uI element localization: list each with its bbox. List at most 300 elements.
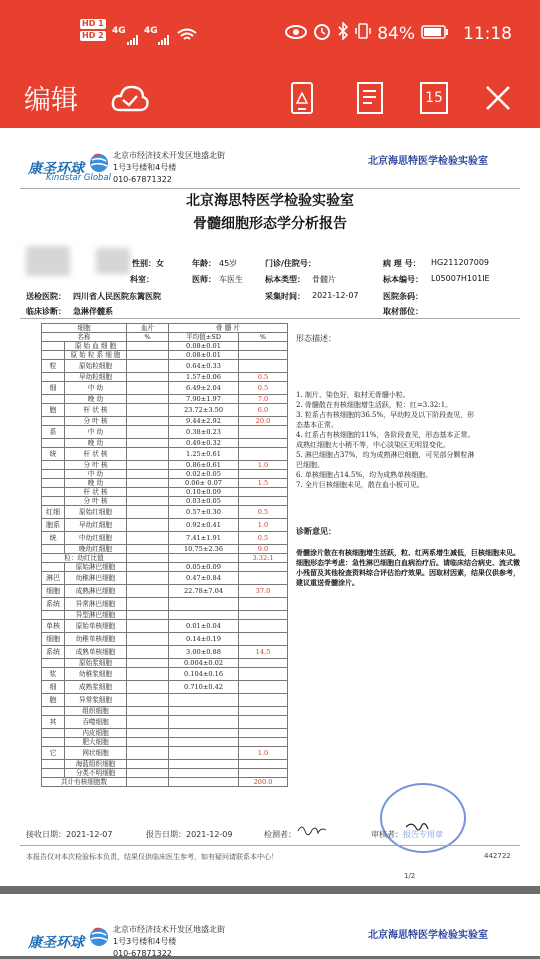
- table-cell: 分 叶 核: [65, 417, 127, 426]
- description-line: 巴细胞。: [296, 461, 324, 469]
- table-cell: 成熟淋巴细胞: [65, 585, 127, 598]
- table-cell: 0.08±0.01: [169, 351, 239, 360]
- table-cell: 肥大细胞: [65, 738, 127, 747]
- field-collect-date: 2021-12-07: [312, 291, 359, 300]
- table-row: [42, 554, 288, 563]
- blood-cell: [127, 404, 169, 417]
- report-date: 报告日期：2021-12-09: [146, 830, 233, 839]
- table-cell: 幼稚单核细胞: [65, 633, 127, 646]
- table-cell: 中幼红细胞: [65, 532, 127, 545]
- bluetooth-icon: [337, 22, 349, 45]
- table-cell: 胞系: [42, 519, 65, 532]
- table-cell: [42, 417, 65, 426]
- table-cell: [169, 778, 239, 787]
- blood-cell: [127, 716, 169, 729]
- header-blood: 血片: [127, 324, 169, 333]
- table-cell: [239, 707, 288, 716]
- description-line: 6. 单核细胞占14.5%，均为成熟单核细胞。: [296, 471, 433, 479]
- table-cell: [169, 611, 239, 620]
- table-cell: [239, 729, 288, 738]
- table-cell: 分类不明细胞: [65, 769, 127, 778]
- field-clinical-label: 临床诊断：: [26, 307, 66, 316]
- blood-cell: [127, 426, 169, 439]
- table-row: [42, 532, 288, 545]
- table-cell: 0.06± 0.07: [169, 479, 239, 488]
- blood-cell: [127, 506, 169, 519]
- table-cell: 原始单核细胞: [65, 620, 127, 633]
- field-sample-type: 骨髓片: [312, 275, 336, 284]
- header-pct: %: [127, 333, 169, 342]
- table-cell: 1.0: [239, 461, 288, 470]
- table-row: [42, 585, 288, 598]
- battery-icon: [421, 24, 449, 44]
- receive-date: 接收日期：2021-12-07: [26, 830, 113, 839]
- field-pathology-label: 病 理 号：: [383, 259, 421, 268]
- tester-signature: [296, 821, 328, 843]
- table-cell: [239, 448, 288, 461]
- description-line: 7. 全片巨核细胞未见，散在血小板可见。: [296, 481, 424, 489]
- table-cell: 6.0: [239, 404, 288, 417]
- table-cell: 0.104±0.16: [169, 668, 239, 681]
- table-cell: 0.02±0.05: [169, 470, 239, 479]
- table-cell: 0.10±0.09: [169, 488, 239, 497]
- table-cell: [239, 659, 288, 668]
- table-cell: 单核: [42, 620, 65, 633]
- redacted-id: [96, 248, 130, 274]
- table-cell: 0.5: [239, 382, 288, 395]
- table-cell: [42, 439, 65, 448]
- wifi-icon: [177, 27, 197, 47]
- table-cell: [42, 545, 65, 554]
- table-cell: 细胞: [42, 633, 65, 646]
- table-cell: 晚幼红细胞: [65, 545, 127, 554]
- table-row: [42, 563, 288, 572]
- top-toolbar: [0, 68, 540, 128]
- table-cell: [239, 426, 288, 439]
- table-row: [42, 545, 288, 554]
- report-subtitle: 骨髓细胞形态学分析报告: [193, 216, 347, 232]
- phone-screen-icon[interactable]: [282, 78, 322, 118]
- header-pct2: %: [239, 333, 288, 342]
- table-cell: 6.49±2.04: [169, 382, 239, 395]
- reviewer-label: 审核者：: [371, 830, 403, 839]
- table-cell: 异型淋巴细胞: [65, 611, 127, 620]
- table-row: [42, 373, 288, 382]
- blood-cell: [127, 633, 169, 646]
- table-cell: 22.78±7.04: [169, 585, 239, 598]
- table-cell: [239, 563, 288, 572]
- table-cell: 37.0: [239, 585, 288, 598]
- table-cell: 幼稚淋巴细胞: [65, 572, 127, 585]
- table-cell: 早幼粒细胞: [65, 373, 127, 382]
- table-cell: 异常浆细胞: [65, 694, 127, 707]
- table-row: [42, 778, 288, 787]
- table-cell: [42, 479, 65, 488]
- table-cell: [239, 572, 288, 585]
- table-row: [42, 633, 288, 646]
- clock-time: 11:18: [463, 23, 512, 44]
- table-cell: [169, 729, 239, 738]
- field-sample-no: L05007H101IE: [431, 274, 490, 283]
- table-cell: 0.47±0.84: [169, 572, 239, 585]
- header-mean: 平均值±SD: [169, 333, 239, 342]
- table-row: [42, 760, 288, 769]
- table-cell: [169, 760, 239, 769]
- table-cell: 杆 状 核: [65, 404, 127, 417]
- table-row: [42, 497, 288, 506]
- close-icon[interactable]: [478, 78, 518, 118]
- lab-name-header: 北京海思特医学检验实验室: [368, 930, 488, 941]
- table-cell: [169, 716, 239, 729]
- table-row: [42, 506, 288, 519]
- table-cell: [42, 611, 65, 620]
- footer-divider: [20, 845, 520, 846]
- battery-percent: 84%: [377, 23, 415, 44]
- blood-cell: [127, 598, 169, 611]
- table-row: [42, 738, 288, 747]
- blood-cell: [127, 659, 169, 668]
- table-cell: 杆 状 核: [65, 448, 127, 461]
- table-cell: 10.75±2.36: [169, 545, 239, 554]
- blood-cell: [127, 545, 169, 554]
- table-cell: 0.5: [239, 532, 288, 545]
- table-cell: 0.49±0.32: [169, 439, 239, 448]
- description-line: 2. 骨髓散在有核细胞增生活跃，粒：红=3.32:1。: [296, 401, 453, 409]
- page-count-badge: 15: [420, 82, 448, 114]
- blood-cell: [127, 395, 169, 404]
- table-cell: 网状细胞: [65, 747, 127, 760]
- table-cell: 晚 幼: [65, 439, 127, 448]
- table-cell: [42, 351, 65, 360]
- table-row: [42, 395, 288, 404]
- table-cell: 系统: [42, 646, 65, 659]
- table-cell: [239, 633, 288, 646]
- table-cell: 粒：幼红比值: [42, 554, 127, 563]
- description-line: 4. 红系占有核细胞的11%，各阶段查见，形态基本正常。: [296, 431, 475, 439]
- field-sample-no-label: 标本编号：: [383, 275, 423, 284]
- blood-cell: [127, 519, 169, 532]
- table-row: [42, 681, 288, 694]
- table-cell: 成熟浆细胞: [65, 681, 127, 694]
- table-cell: 中 幼: [65, 470, 127, 479]
- table-row: [42, 342, 288, 351]
- table-row: [42, 668, 288, 681]
- company-phone: 010-67871322: [113, 949, 172, 958]
- table-row: [42, 426, 288, 439]
- field-pathology-no: HG211207009: [431, 258, 490, 267]
- blood-cell: [127, 778, 169, 787]
- field-hospital-label: 送检医院：: [26, 292, 66, 301]
- table-cell: 0.01±0.04: [169, 620, 239, 633]
- table-cell: 0.57±0.30: [169, 506, 239, 519]
- seal-text: 报告专用章: [403, 830, 443, 839]
- blood-cell: [127, 479, 169, 488]
- table-cell: [169, 707, 239, 716]
- table-cell: 胞: [42, 694, 65, 707]
- blood-cell: [127, 769, 169, 778]
- table-cell: 中 幼: [65, 426, 127, 439]
- description-line: 成熟红细胞大小稍不等，中心淡染区无明显变化。: [296, 441, 450, 449]
- blood-cell: [127, 461, 169, 470]
- table-cell: 细: [42, 382, 65, 395]
- header-name: 名称: [42, 333, 127, 342]
- report-code: 442722: [484, 852, 511, 860]
- table-cell: [239, 681, 288, 694]
- table-row: [42, 519, 288, 532]
- table-cell: [169, 769, 239, 778]
- table-cell: 晚 幼: [65, 479, 127, 488]
- status-bar: [0, 0, 540, 68]
- table-row: [42, 729, 288, 738]
- blood-cell: [127, 620, 169, 633]
- table-cell: 分 叶 核: [65, 461, 127, 470]
- description-line: 态基本正常。: [296, 421, 338, 429]
- report-page-2: [0, 894, 540, 956]
- table-cell: [239, 470, 288, 479]
- table-cell: [42, 738, 65, 747]
- table-row: [42, 707, 288, 716]
- field-site-label: 取材部位：: [383, 307, 423, 316]
- table-cell: 分 叶 核: [65, 497, 127, 506]
- company-address: 北京市经济技术开发区地盛北街: [113, 925, 225, 934]
- table-cell: [169, 738, 239, 747]
- edit-title[interactable]: 编辑: [24, 85, 78, 116]
- table-cell: 统: [42, 532, 65, 545]
- table-cell: [239, 598, 288, 611]
- eye-icon: [285, 24, 307, 44]
- blood-cell: [127, 488, 169, 497]
- table-row: [42, 448, 288, 461]
- table-cell: 胞: [42, 404, 65, 417]
- logo-text: 康圣环球: [28, 161, 84, 177]
- table-row: [42, 417, 288, 426]
- vibrate-icon: [355, 22, 371, 45]
- field-outpatient: 门诊/住院号：: [265, 259, 316, 268]
- blood-cell: [127, 738, 169, 747]
- field-collect-label: 采集时间：: [265, 292, 305, 301]
- field-hospital-barcode: 医院条码：: [383, 292, 423, 301]
- blood-cell: [127, 694, 169, 707]
- blood-cell: [127, 611, 169, 620]
- table-cell: [169, 694, 239, 707]
- table-cell: [42, 707, 65, 716]
- table-cell: [239, 668, 288, 681]
- blood-cell: [127, 747, 169, 760]
- blood-cell: [127, 572, 169, 585]
- sim-indicators: [80, 19, 106, 43]
- table-cell: 细胞: [42, 585, 65, 598]
- blood-cell: [127, 417, 169, 426]
- table-cell: 内皮细胞: [65, 729, 127, 738]
- table-row: [42, 659, 288, 668]
- cloud-sync-icon[interactable]: [110, 78, 150, 118]
- table-cell: 它: [42, 747, 65, 760]
- blood-cell: [127, 439, 169, 448]
- table-row: [42, 769, 288, 778]
- table-cell: [239, 760, 288, 769]
- table-cell: 7.90±1.97: [169, 395, 239, 404]
- table-cell: [42, 342, 65, 351]
- table-cell: 3.32:1: [239, 554, 288, 563]
- table-cell: [239, 738, 288, 747]
- table-row: [42, 439, 288, 448]
- table-cell: 成熟单核细胞: [65, 646, 127, 659]
- field-age: 45岁: [219, 259, 238, 268]
- fields-divider: [20, 318, 520, 319]
- signal-bars-icon: [158, 30, 170, 40]
- table-row: [42, 598, 288, 611]
- blood-cell: [127, 342, 169, 351]
- field-gender: 性别：女: [132, 259, 164, 268]
- sim1-badge: HD 1: [82, 19, 104, 28]
- table-row: [42, 694, 288, 707]
- table-cell: [239, 769, 288, 778]
- description-line: 5. 淋巴细胞占37%，均为成熟淋巴细胞，可见部分颗粒淋: [296, 451, 475, 459]
- logo-text: 康圣环球: [28, 935, 84, 951]
- table-cell: [239, 716, 288, 729]
- table-cell: 海蓝组织细胞: [65, 760, 127, 769]
- table-cell: 红细: [42, 506, 65, 519]
- company-phone: 010-67871322: [113, 175, 172, 184]
- table-cell: [42, 659, 65, 668]
- table-cell: 原始淋巴细胞: [65, 563, 127, 572]
- table-cell: 0.5: [239, 506, 288, 519]
- field-age-label: 年龄：: [192, 259, 216, 268]
- table-cell: [239, 620, 288, 633]
- table-cell: 原 始 血 细 胞: [65, 342, 127, 351]
- table-cell: 9.0: [239, 545, 288, 554]
- blood-cell: [127, 373, 169, 382]
- table-row: [42, 351, 288, 360]
- table-cell: [42, 760, 65, 769]
- table-cell: [42, 395, 65, 404]
- table-cell: [239, 694, 288, 707]
- table-cell: 0.92±0.41: [169, 519, 239, 532]
- table-cell: 中 幼: [65, 382, 127, 395]
- table-row: [42, 747, 288, 760]
- page-count-icon[interactable]: [414, 78, 454, 118]
- table-cell: [42, 563, 65, 572]
- table-cell: 统: [42, 448, 65, 461]
- blood-cell: [127, 382, 169, 395]
- table-cell: 粒: [42, 360, 65, 373]
- table-cell: [42, 373, 65, 382]
- table-cell: 200.0: [239, 778, 288, 787]
- field-sample-type-label: 标本类型：: [265, 275, 305, 284]
- table-cell: [239, 497, 288, 506]
- table-cell: 1.25±0.61: [169, 448, 239, 461]
- table-row: [42, 470, 288, 479]
- table-cell: 0.86±0.61: [169, 461, 239, 470]
- table-cell: 3.00±0.88: [169, 646, 239, 659]
- table-cell: [239, 351, 288, 360]
- description-title: 形态描述：: [296, 334, 336, 343]
- table-cell: [169, 747, 239, 760]
- table-row: [42, 479, 288, 488]
- blood-cell: [127, 351, 169, 360]
- table-row: [42, 620, 288, 633]
- table-cell: [169, 598, 239, 611]
- table-row: [42, 488, 288, 497]
- table-cell: 0.710±0.42: [169, 681, 239, 694]
- table-row: [42, 360, 288, 373]
- table-cell: 0.05±0.09: [169, 563, 239, 572]
- header-cell: 细胞: [42, 324, 127, 333]
- table-cell: 7.41±1.91: [169, 532, 239, 545]
- field-doctor-label: 医师：: [192, 275, 216, 284]
- table-row: [42, 461, 288, 470]
- blood-cell: [127, 563, 169, 572]
- table-cell: [239, 611, 288, 620]
- table-cell: 1.0: [239, 519, 288, 532]
- status-right: [285, 22, 512, 45]
- company-address-2: 1号3号楼和4号楼: [113, 937, 177, 946]
- table-cell: 吞噬细胞: [65, 716, 127, 729]
- table-cell: 0.14±0.19: [169, 633, 239, 646]
- table-row: [42, 611, 288, 620]
- table-cell: 20.0: [239, 417, 288, 426]
- table-cell: 1.57±0.06: [169, 373, 239, 382]
- network-4g-1: 4G: [112, 26, 126, 36]
- blood-cell: [127, 729, 169, 738]
- globe-logo-icon: [88, 926, 110, 952]
- table-cell: [239, 360, 288, 373]
- lab-name-header: 北京海思特医学检验实验室: [368, 156, 488, 167]
- company-address-2: 1号3号楼和4号楼: [113, 163, 177, 172]
- table-cell: 0.5: [239, 373, 288, 382]
- table-cell: 系: [42, 426, 65, 439]
- table-row: [42, 716, 288, 729]
- table-cell: 23.72±3.50: [169, 404, 239, 417]
- page-number: 1/2: [404, 872, 416, 880]
- table-cell: [42, 497, 65, 506]
- header-divider: [20, 188, 520, 189]
- table-body: [42, 342, 288, 787]
- table-row: [42, 382, 288, 395]
- field-clinical: 急淋伴髓系: [73, 307, 113, 316]
- blood-cell: [127, 497, 169, 506]
- sim2-badge: HD 2: [82, 31, 104, 40]
- table-cell: [42, 470, 65, 479]
- description-line: 1. 制片、染色好，取材无骨髓小粒。: [296, 391, 410, 399]
- table-cell: 0.08±0.01: [169, 342, 239, 351]
- table-cell: 其: [42, 716, 65, 729]
- table-cell: 0.38±0.23: [169, 426, 239, 439]
- logo-english: Kindstar Global: [46, 173, 111, 183]
- document-list-icon[interactable]: [350, 78, 390, 118]
- table-cell: [42, 769, 65, 778]
- table-cell: 杆 状 核: [65, 488, 127, 497]
- field-hospital: 四川省人民医院东篱医院: [73, 292, 161, 301]
- blood-cell: [127, 668, 169, 681]
- table-cell: 异常淋巴细胞: [65, 598, 127, 611]
- table-cell: 系统: [42, 598, 65, 611]
- blood-cell: [127, 532, 169, 545]
- table-cell: [239, 342, 288, 351]
- table-row: [42, 646, 288, 659]
- table-cell: [42, 461, 65, 470]
- header-marrow: 骨 髓 片: [169, 324, 288, 333]
- table-cell: [42, 488, 65, 497]
- diagnosis-text: 骨髓涂片散在有核细胞增生活跃，粒、红两系增生减低，巨核细胞未见。细胞形态学考虑：急性淋巴细胞白血病治疗后。请临床结合病史、流式微小残留及其他检查资料综合评估治疗效果。因取材因素，结果仅供参考，建议重送骨髓涂片。: [296, 549, 520, 587]
- table-cell: 共计有核细胞数: [42, 778, 127, 787]
- field-room-label: 科室：: [130, 275, 154, 284]
- field-doctor: 车医生: [219, 275, 243, 284]
- tester-label: 检测者：: [264, 830, 296, 839]
- table-cell: [239, 439, 288, 448]
- table-cell: 原始红细胞: [65, 506, 127, 519]
- table-cell: 幼稚浆细胞: [65, 668, 127, 681]
